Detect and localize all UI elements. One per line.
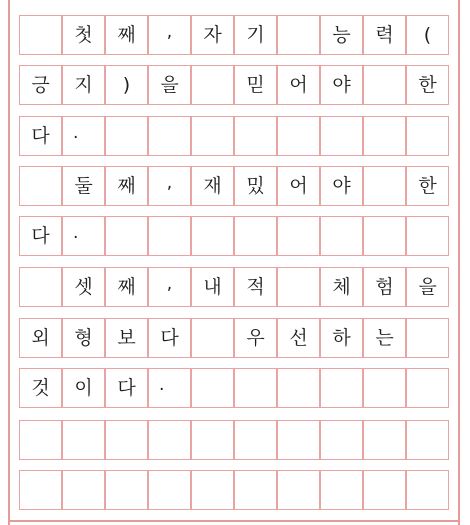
grid-cell: 야 [320, 65, 363, 105]
grid-cell [19, 15, 62, 55]
grid-cell: . [62, 216, 105, 256]
grid-cell [234, 470, 277, 510]
grid-cell [363, 65, 406, 105]
grid-cell [234, 216, 277, 256]
grid-cell [406, 216, 449, 256]
grid-cell: 이 [62, 368, 105, 408]
grid-cell: . [148, 368, 191, 408]
grid-cell: . [62, 116, 105, 156]
grid-cell: 보 [105, 318, 148, 358]
grid-cell: 셋 [62, 267, 105, 307]
grid-cell: 지 [62, 65, 105, 105]
grid-cell [277, 470, 320, 510]
grid-cell: 다 [19, 216, 62, 256]
grid-cell: 째 [105, 267, 148, 307]
grid-cell [277, 216, 320, 256]
grid-cell: 험 [363, 267, 406, 307]
grid-cell: 체 [320, 267, 363, 307]
grid-cell [105, 116, 148, 156]
grid-cell [363, 470, 406, 510]
grid-cell: ) [105, 65, 148, 105]
grid-cell: 능 [320, 15, 363, 55]
grid-cell: 하 [320, 318, 363, 358]
grid-cell: 적 [234, 267, 277, 307]
grid-cell: 우 [234, 318, 277, 358]
grid-cell: 력 [363, 15, 406, 55]
grid-cell [105, 216, 148, 256]
grid-cell [234, 368, 277, 408]
grid-cell [148, 116, 191, 156]
grid-cell [320, 116, 363, 156]
grid-cell [191, 116, 234, 156]
grid-cell: 것 [19, 368, 62, 408]
grid-cell: 믿 [234, 65, 277, 105]
grid-cell: 둘 [62, 166, 105, 206]
grid-cell: , [148, 267, 191, 307]
sheet-right-border [458, 0, 460, 525]
grid-cell [19, 267, 62, 307]
grid-cell: 는 [363, 318, 406, 358]
grid-cell [406, 470, 449, 510]
grid-cell [320, 368, 363, 408]
grid-cell [148, 470, 191, 510]
grid-cell [191, 420, 234, 460]
grid-cell [191, 318, 234, 358]
grid-cell [406, 318, 449, 358]
grid-cell: 째 [105, 166, 148, 206]
grid-cell: 선 [277, 318, 320, 358]
grid-cell: 어 [277, 65, 320, 105]
grid-cell: , [148, 166, 191, 206]
grid-cell [363, 368, 406, 408]
grid-cell: 한 [406, 65, 449, 105]
grid-cell [363, 420, 406, 460]
grid-cell [148, 216, 191, 256]
grid-cell [234, 116, 277, 156]
grid-cell [320, 470, 363, 510]
grid-cell [191, 216, 234, 256]
grid-cell: 첫 [62, 15, 105, 55]
grid-cell [19, 420, 62, 460]
grid-cell: 한 [406, 166, 449, 206]
grid-cell [191, 470, 234, 510]
grid-cell: 내 [191, 267, 234, 307]
grid-cell [320, 216, 363, 256]
grid-cell: 재 [191, 166, 234, 206]
grid-cell: 째 [105, 15, 148, 55]
grid-cell [234, 420, 277, 460]
grid-cell [148, 420, 191, 460]
grid-cell [62, 470, 105, 510]
grid-cell [277, 15, 320, 55]
grid-cell: , [148, 15, 191, 55]
grid-cell: 밌 [234, 166, 277, 206]
grid-cell: 다 [19, 116, 62, 156]
grid-cell: 다 [148, 318, 191, 358]
grid-cell: 야 [320, 166, 363, 206]
grid-cell [406, 420, 449, 460]
grid-cell: 기 [234, 15, 277, 55]
grid-cell: 다 [105, 368, 148, 408]
grid-cell: 형 [62, 318, 105, 358]
grid-cell [277, 116, 320, 156]
grid-cell [277, 420, 320, 460]
grid-cell: ( [406, 15, 449, 55]
grid-cell [363, 166, 406, 206]
grid-cell [406, 368, 449, 408]
grid-cell [19, 166, 62, 206]
sheet-left-border [8, 0, 10, 525]
grid-cell: 을 [148, 65, 191, 105]
grid-cell: 어 [277, 166, 320, 206]
grid-cell [277, 368, 320, 408]
grid-cell [105, 420, 148, 460]
grid-cell [320, 420, 363, 460]
grid-cell: 외 [19, 318, 62, 358]
grid-cell [277, 267, 320, 307]
grid-cell: 긍 [19, 65, 62, 105]
grid-cell: 을 [406, 267, 449, 307]
grid-cell [363, 116, 406, 156]
grid-cell [19, 470, 62, 510]
sheet-bottom-border [8, 520, 460, 522]
grid-cell [191, 65, 234, 105]
grid-cell: 자 [191, 15, 234, 55]
grid-cell [406, 116, 449, 156]
grid-cell [191, 368, 234, 408]
grid-cell [62, 420, 105, 460]
grid-cell [105, 470, 148, 510]
grid-cell [363, 216, 406, 256]
